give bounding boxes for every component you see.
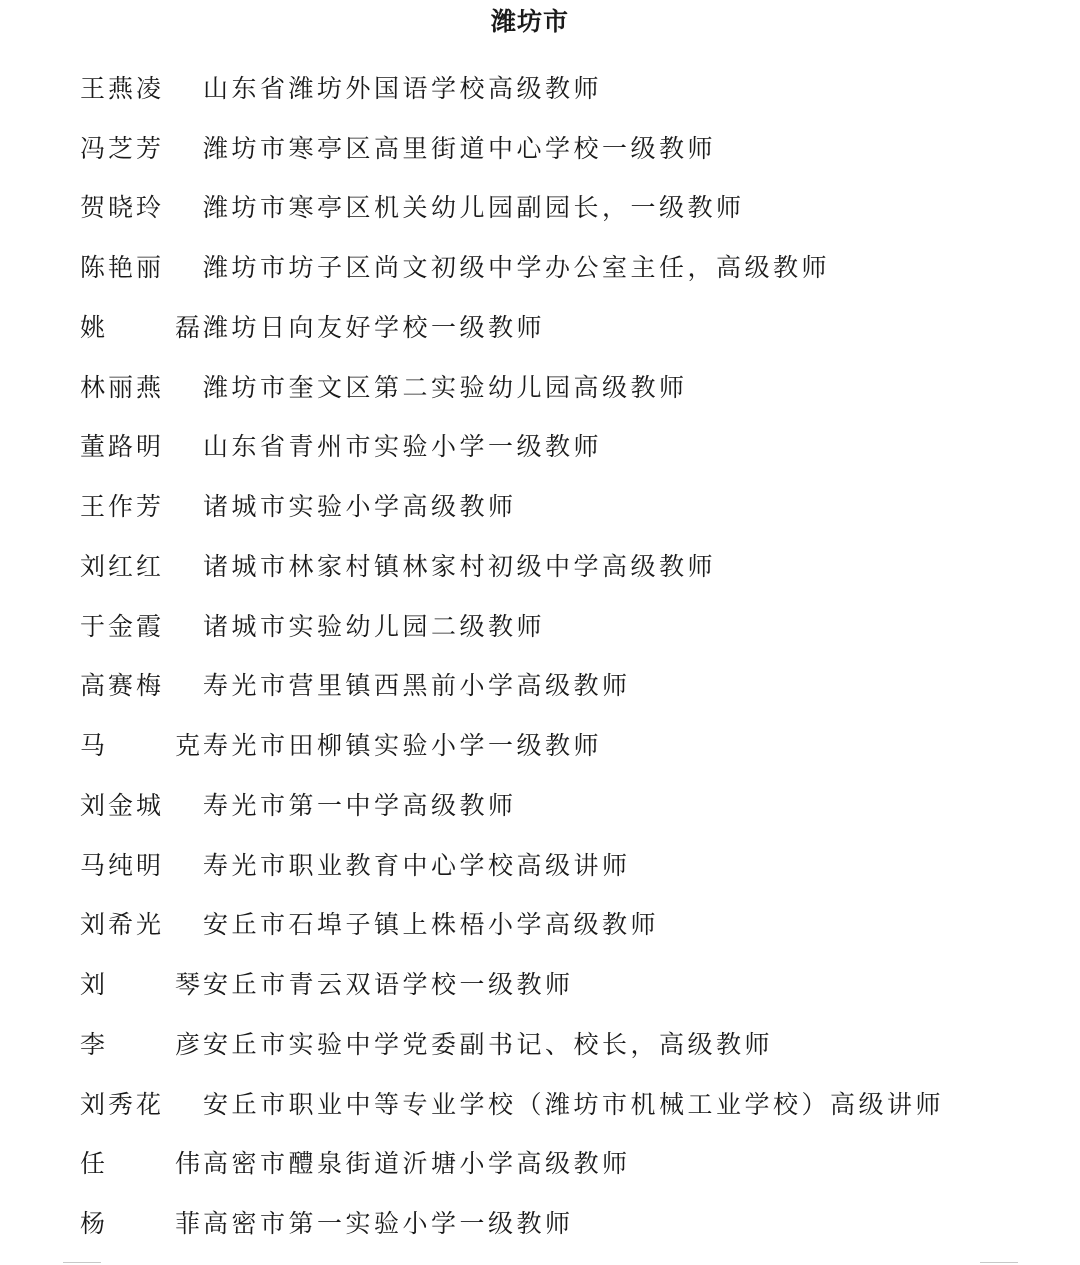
teacher-description: 山东省青州市实验小学一级教师	[203, 432, 603, 462]
teacher-name: 刘秀花	[80, 1089, 165, 1119]
teacher-description: 寿光市营里镇西黑前小学高级教师	[203, 671, 631, 701]
teacher-name-char: 李	[80, 1029, 109, 1059]
list-item	[80, 535, 1040, 595]
teacher-name-char: 琴	[174, 970, 203, 1000]
teacher-description: 潍坊市奎文区第二实验幼儿园高级教师	[203, 372, 688, 402]
teacher-description: 高密市醴泉街道沂塘小学高级教师	[203, 1149, 631, 1179]
list-item	[80, 177, 1040, 237]
teacher-description: 山东省潍坊外国语学校高级教师	[203, 73, 603, 103]
list-item	[80, 714, 1040, 774]
teacher-name-char: 任	[80, 1149, 109, 1179]
teacher-name	[80, 1025, 203, 1061]
teacher-description: 安丘市实验中学党委副书记、校长，高级教师	[203, 1029, 774, 1059]
teacher-description: 寿光市田柳镇实验小学一级教师	[203, 731, 603, 761]
teacher-name	[80, 1144, 203, 1180]
teacher-name: 董路明	[80, 432, 165, 462]
list-item	[80, 57, 1040, 117]
page-corner-rule-left	[63, 1262, 101, 1263]
teacher-name: 刘金城	[80, 790, 165, 820]
list-item	[80, 1073, 1040, 1133]
list-item	[80, 894, 1040, 954]
teacher-name: 贺晓玲	[80, 193, 165, 223]
teacher-list	[80, 57, 1040, 1252]
teacher-description: 潍坊日向友好学校一级教师	[203, 312, 546, 342]
teacher-name-char: 菲	[174, 1209, 203, 1239]
list-item	[80, 774, 1040, 834]
teacher-name-char: 马	[80, 731, 109, 761]
teacher-name-char: 伟	[174, 1149, 203, 1179]
list-item	[80, 356, 1040, 416]
teacher-description: 潍坊市寒亭区高里街道中心学校一级教师	[203, 133, 717, 163]
teacher-name-char: 磊	[174, 312, 203, 342]
teacher-name	[80, 726, 203, 762]
teacher-description: 寿光市职业教育中心学校高级讲师	[203, 850, 631, 880]
teacher-description: 寿光市第一中学高级教师	[203, 790, 517, 820]
list-item	[80, 1192, 1040, 1252]
list-item	[80, 834, 1040, 894]
teacher-name	[80, 965, 203, 1001]
page-title: 潍坊市	[490, 7, 569, 36]
teacher-name	[80, 1204, 203, 1240]
teacher-description: 潍坊市寒亭区机关幼儿园副园长，一级教师	[203, 193, 745, 223]
teacher-name: 陈艳丽	[80, 253, 165, 283]
teacher-description: 安丘市青云双语学校一级教师	[203, 970, 574, 1000]
list-item	[80, 236, 1040, 296]
teacher-name-char: 克	[174, 731, 203, 761]
teacher-name: 冯芝芳	[80, 133, 165, 163]
teacher-name: 王作芳	[80, 492, 165, 522]
teacher-description: 安丘市石埠子镇上株梧小学高级教师	[203, 910, 660, 940]
list-item	[80, 117, 1040, 177]
teacher-description: 诸城市实验幼儿园二级教师	[203, 611, 546, 641]
list-item	[80, 655, 1040, 715]
teacher-name: 马纯明	[80, 850, 165, 880]
list-item	[80, 296, 1040, 356]
list-item	[80, 475, 1040, 535]
teacher-name: 于金霞	[80, 611, 165, 641]
teacher-name-char: 刘	[80, 970, 109, 1000]
teacher-name: 高赛梅	[80, 671, 165, 701]
page-corner-rule-right	[980, 1262, 1018, 1263]
teacher-description: 诸城市林家村镇林家村初级中学高级教师	[203, 551, 717, 581]
teacher-name: 刘红红	[80, 551, 165, 581]
list-item	[80, 1133, 1040, 1193]
teacher-name: 刘希光	[80, 910, 165, 940]
list-item	[80, 953, 1040, 1013]
teacher-description: 潍坊市坊子区尚文初级中学办公室主任，高级教师	[203, 253, 831, 283]
list-item	[80, 1013, 1040, 1073]
teacher-name-char: 杨	[80, 1209, 109, 1239]
teacher-name: 王燕凌	[80, 73, 165, 103]
teacher-name-char: 姚	[80, 312, 109, 342]
teacher-description: 安丘市职业中等专业学校（潍坊市机械工业学校）高级讲师	[203, 1089, 945, 1119]
teacher-name-char: 彦	[174, 1029, 203, 1059]
teacher-name	[80, 308, 203, 344]
list-item	[80, 595, 1040, 655]
teacher-name: 林丽燕	[80, 372, 165, 402]
list-item	[80, 416, 1040, 476]
teacher-description: 诸城市实验小学高级教师	[203, 492, 517, 522]
teacher-description: 高密市第一实验小学一级教师	[203, 1209, 574, 1239]
